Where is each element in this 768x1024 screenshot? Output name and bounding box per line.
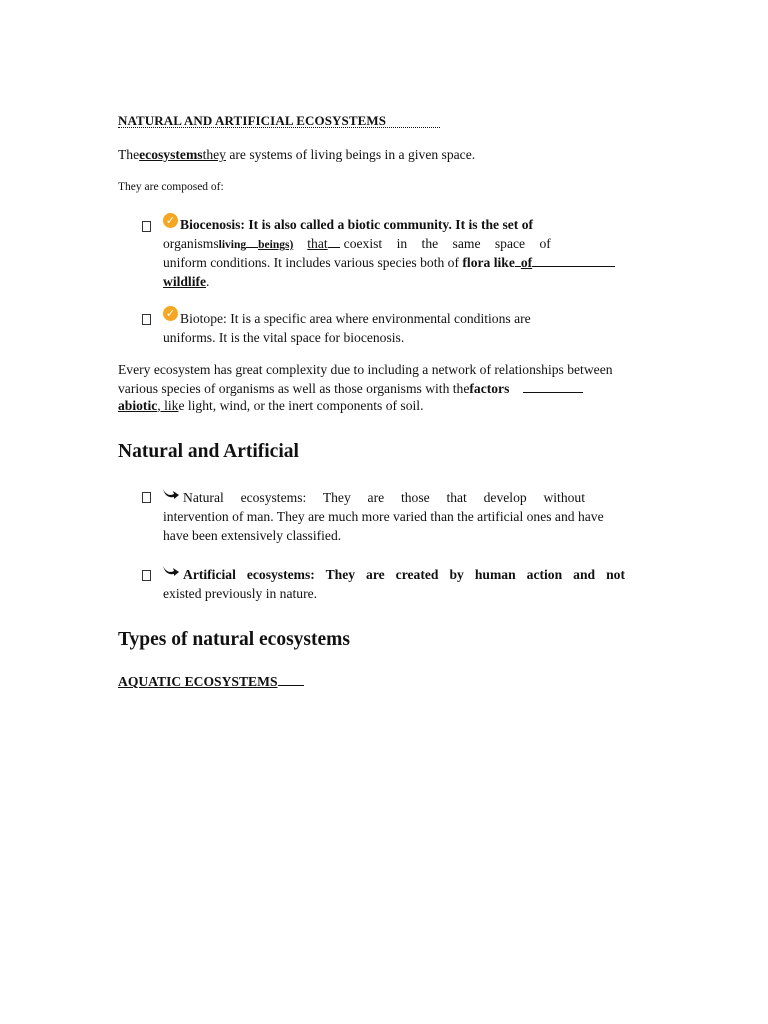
blank-underline [328,234,340,248]
flora-like-word: flora like [462,255,515,270]
artificial-line-1: Artificial ecosystems: They are created by human action and not [183,567,625,582]
composed-of-label: They are composed of: [118,181,224,193]
check-circle-icon: ✓ [163,213,178,228]
bullet-box [142,221,151,232]
uniform-text: uniform conditions. It includes various species both of [163,255,463,270]
natural-line-3: have been extensively classified. [163,528,342,543]
organisms-word: organisms [163,236,219,251]
curved-arrow-icon [162,563,180,577]
bullet-box [142,570,151,581]
biotope-line-2: uniforms. It is the vital space for biocenosis. [163,330,405,345]
check-circle-icon: ✓ [163,306,178,321]
organisms-text: various species of organisms as well as those organisms with the [118,381,470,396]
biocenosis-line-4 [163,272,209,291]
of-word: of [520,255,533,270]
biotope-line-1: Biotope: It is a specific area where environmental conditions are [180,311,531,326]
intro-rest: are systems of living beings in a given space. [225,147,476,162]
blank-underline [532,253,615,267]
coexist-text: coexist in the same space of [343,236,551,251]
intro-lead: The [118,147,140,162]
blank-underline [246,234,258,248]
blank-underline [278,672,304,686]
artificial-line-2: existed previously in nature. [163,586,318,601]
like-rest-text: e light, wind, or the inert components of soil. [178,398,424,413]
that-word: that [307,236,328,251]
document-title-text: NATURAL AND ARTIFICIAL ECOSYSTEMS [118,113,387,128]
bullet-box [142,314,151,325]
natural-line-2: intervention of man. They are much more varied than the artificial ones and have [163,509,604,524]
complexity-line-1: Every ecosystem has great complexity due to including a network of relationships between [118,362,613,377]
bullet-box [142,492,151,503]
title-dotted-underline [118,127,440,128]
wildlife-word: wildlife [163,274,207,289]
biocenosis-line-3 [163,253,663,272]
blank-underline [523,379,583,393]
complexity-line-3 [118,396,423,415]
biocenosis-line-1: Biocenosis: It is also called a biotic community. It is the set of [180,217,534,232]
beings-word: beings) [258,239,294,251]
heading-natural-artificial: Natural and Artificial [118,441,299,462]
period: . [206,274,210,289]
intro-term: ecosystems [139,147,203,162]
intro-sentence [118,145,475,164]
aquatic-text: AQUATIC ECOSYSTEMS [118,674,278,689]
living-word: living [218,239,247,251]
aquatic-heading [118,672,304,691]
natural-line-1: Natural ecosystems: They are those that develop without [183,490,585,505]
heading-types-natural: Types of natural ecosystems [118,629,350,650]
biocenosis-line-2 [163,234,557,255]
abiotic-word: abiotic [118,398,158,413]
like-fragment: , lik [157,398,179,413]
intro-they: they [202,147,226,162]
curved-arrow-icon [162,486,180,500]
factors-word: factors [469,381,510,396]
